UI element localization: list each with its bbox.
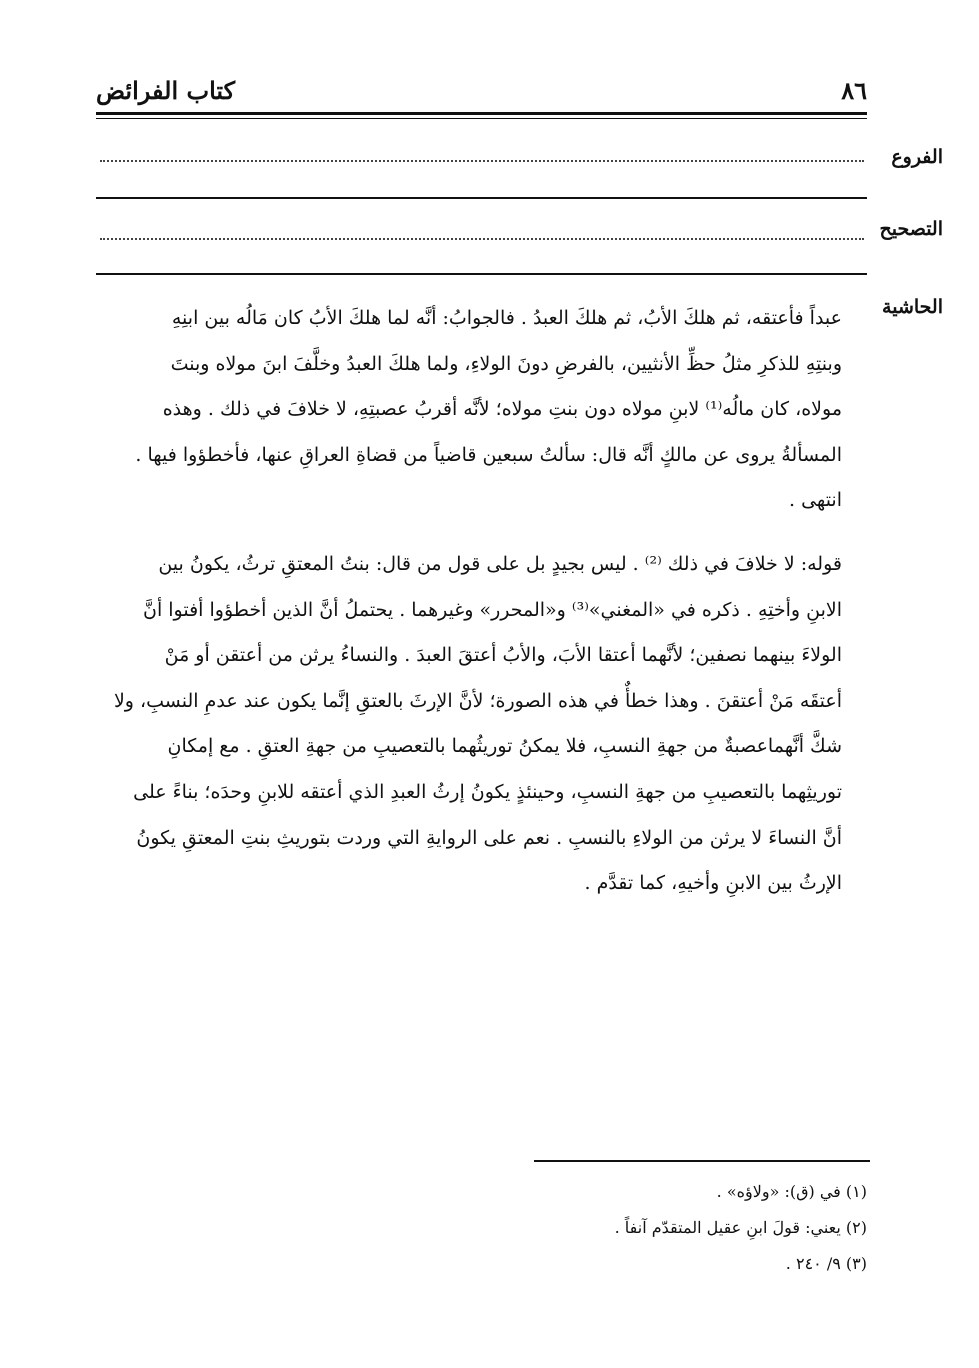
page-number: ٨٦ — [841, 76, 867, 105]
paragraph-line: عبداً فأعتقه، ثم هلكَ الأبُ، ثم هلكَ العبدُ . فالجوابُ: أنَّه لما هلكَ الأبُ كان مَالُه بين ابنِهِ — [171, 307, 842, 329]
paragraph-line: توريثِهما بالتعصيبِ من جهةِ النسبِ، وحينئذٍ يكونُ إرثُ العبدِ الذي أعتقه للابنِ وحدَه؛ بناءً على — [133, 780, 842, 803]
book-title: كتاب الفرائض — [96, 76, 236, 105]
paragraph-line: قوله: لا خلافَ في ذلك ⁽²⁾ . ليس بجيدٍ بل على قول من قال: بنتُ المعتقِ ترثُ، يكونُ بين — [158, 553, 842, 575]
paragraph-line: أنَّ النساءَ لا يرثن من الولاءِ بالنسبِ . نعم على الروايةِ التي وردت بتوريثِ بنتِ المعتقِ يكونُ — [136, 826, 842, 849]
footnote-3: (٣) ٩/ ٢٤٠ . — [785, 1254, 867, 1273]
paragraph-line: انتهى . — [789, 489, 842, 512]
paragraph-line: الإرثُ بين الابنِ وأخيهِ، كما تقدَّم . — [584, 872, 842, 895]
header-rule-thin — [96, 118, 867, 119]
hashiya-paragraph-1 — [96, 296, 842, 524]
paragraph-line: الابنِ وأختِهِ . ذكره في «المغني»⁽³⁾ و«المحرر» وغيرهما . يحتملُ أنَّ الذين أخطؤوا أفتوا أنَّ — [143, 598, 842, 621]
section-label-hashiya: الحاشية — [882, 296, 943, 318]
tashih-dotted-line — [100, 238, 864, 240]
paragraph-line: أعتقَه مَنْ أعتقنَ . وهذا خطأٌ في هذه الصورة؛ لأنَّ الإرثَ بالعتقِ إنَّما يكون عند عدمِ النسبِ، ولا — [113, 689, 842, 712]
paragraph-line: مولاه، كان مالُه⁽¹⁾ لابنِ مولاه دون بنتِ مولاه؛ لأنَّه أقربُ عصبتِهِ، لا خلافَ في ذلك . وهذه — [162, 398, 842, 421]
paragraph-line: وبنتِهِ للذكرِ مثلُ حظِّ الأنثيين، بالفرضِ دونَ الولاءِ، ولما هلكَ العبدُ وخلَّفَ ابنَ مولاه وبنتَ — [170, 352, 842, 375]
paragraph-line: المسألةُ يروى عن مالكٍ أنَّه قال: سألتُ سبعين قاضياً من قضاةِ العراقِ عنها، فأخطؤوا فيها . — [135, 443, 842, 466]
footnote-separator — [534, 1160, 870, 1162]
header-rule-thick — [96, 112, 867, 115]
hashiya-paragraph-2 — [96, 542, 842, 907]
paragraph-line: الولاءَ بينهما نصفين؛ لأنَّهما أعتقا الأبَ، والأبُ أعتقَ العبدَ . والنساءُ يرثن من أعتقن أو مَنْ — [164, 644, 842, 667]
footnote-1: (١) في (ق): «ولاؤه» . — [716, 1182, 867, 1201]
furu-dotted-line — [100, 160, 864, 162]
tashih-section-rule — [96, 273, 867, 275]
furu-section-rule — [96, 197, 867, 199]
section-label-furu: الفروع — [891, 146, 943, 168]
paragraph-line: شكَّ أنَّهماعصبةٌ من جهةِ النسبِ، فلا يمكنُ توريثُهما بالتعصيبِ من جهةِ العتقِ . مع إمكانِ — [167, 735, 842, 758]
section-label-tashih: التصحيح — [879, 218, 943, 240]
footnote-2: (٢) يعني: قولَ ابنِ عقيل المتقدّم آنفاً . — [614, 1218, 867, 1237]
